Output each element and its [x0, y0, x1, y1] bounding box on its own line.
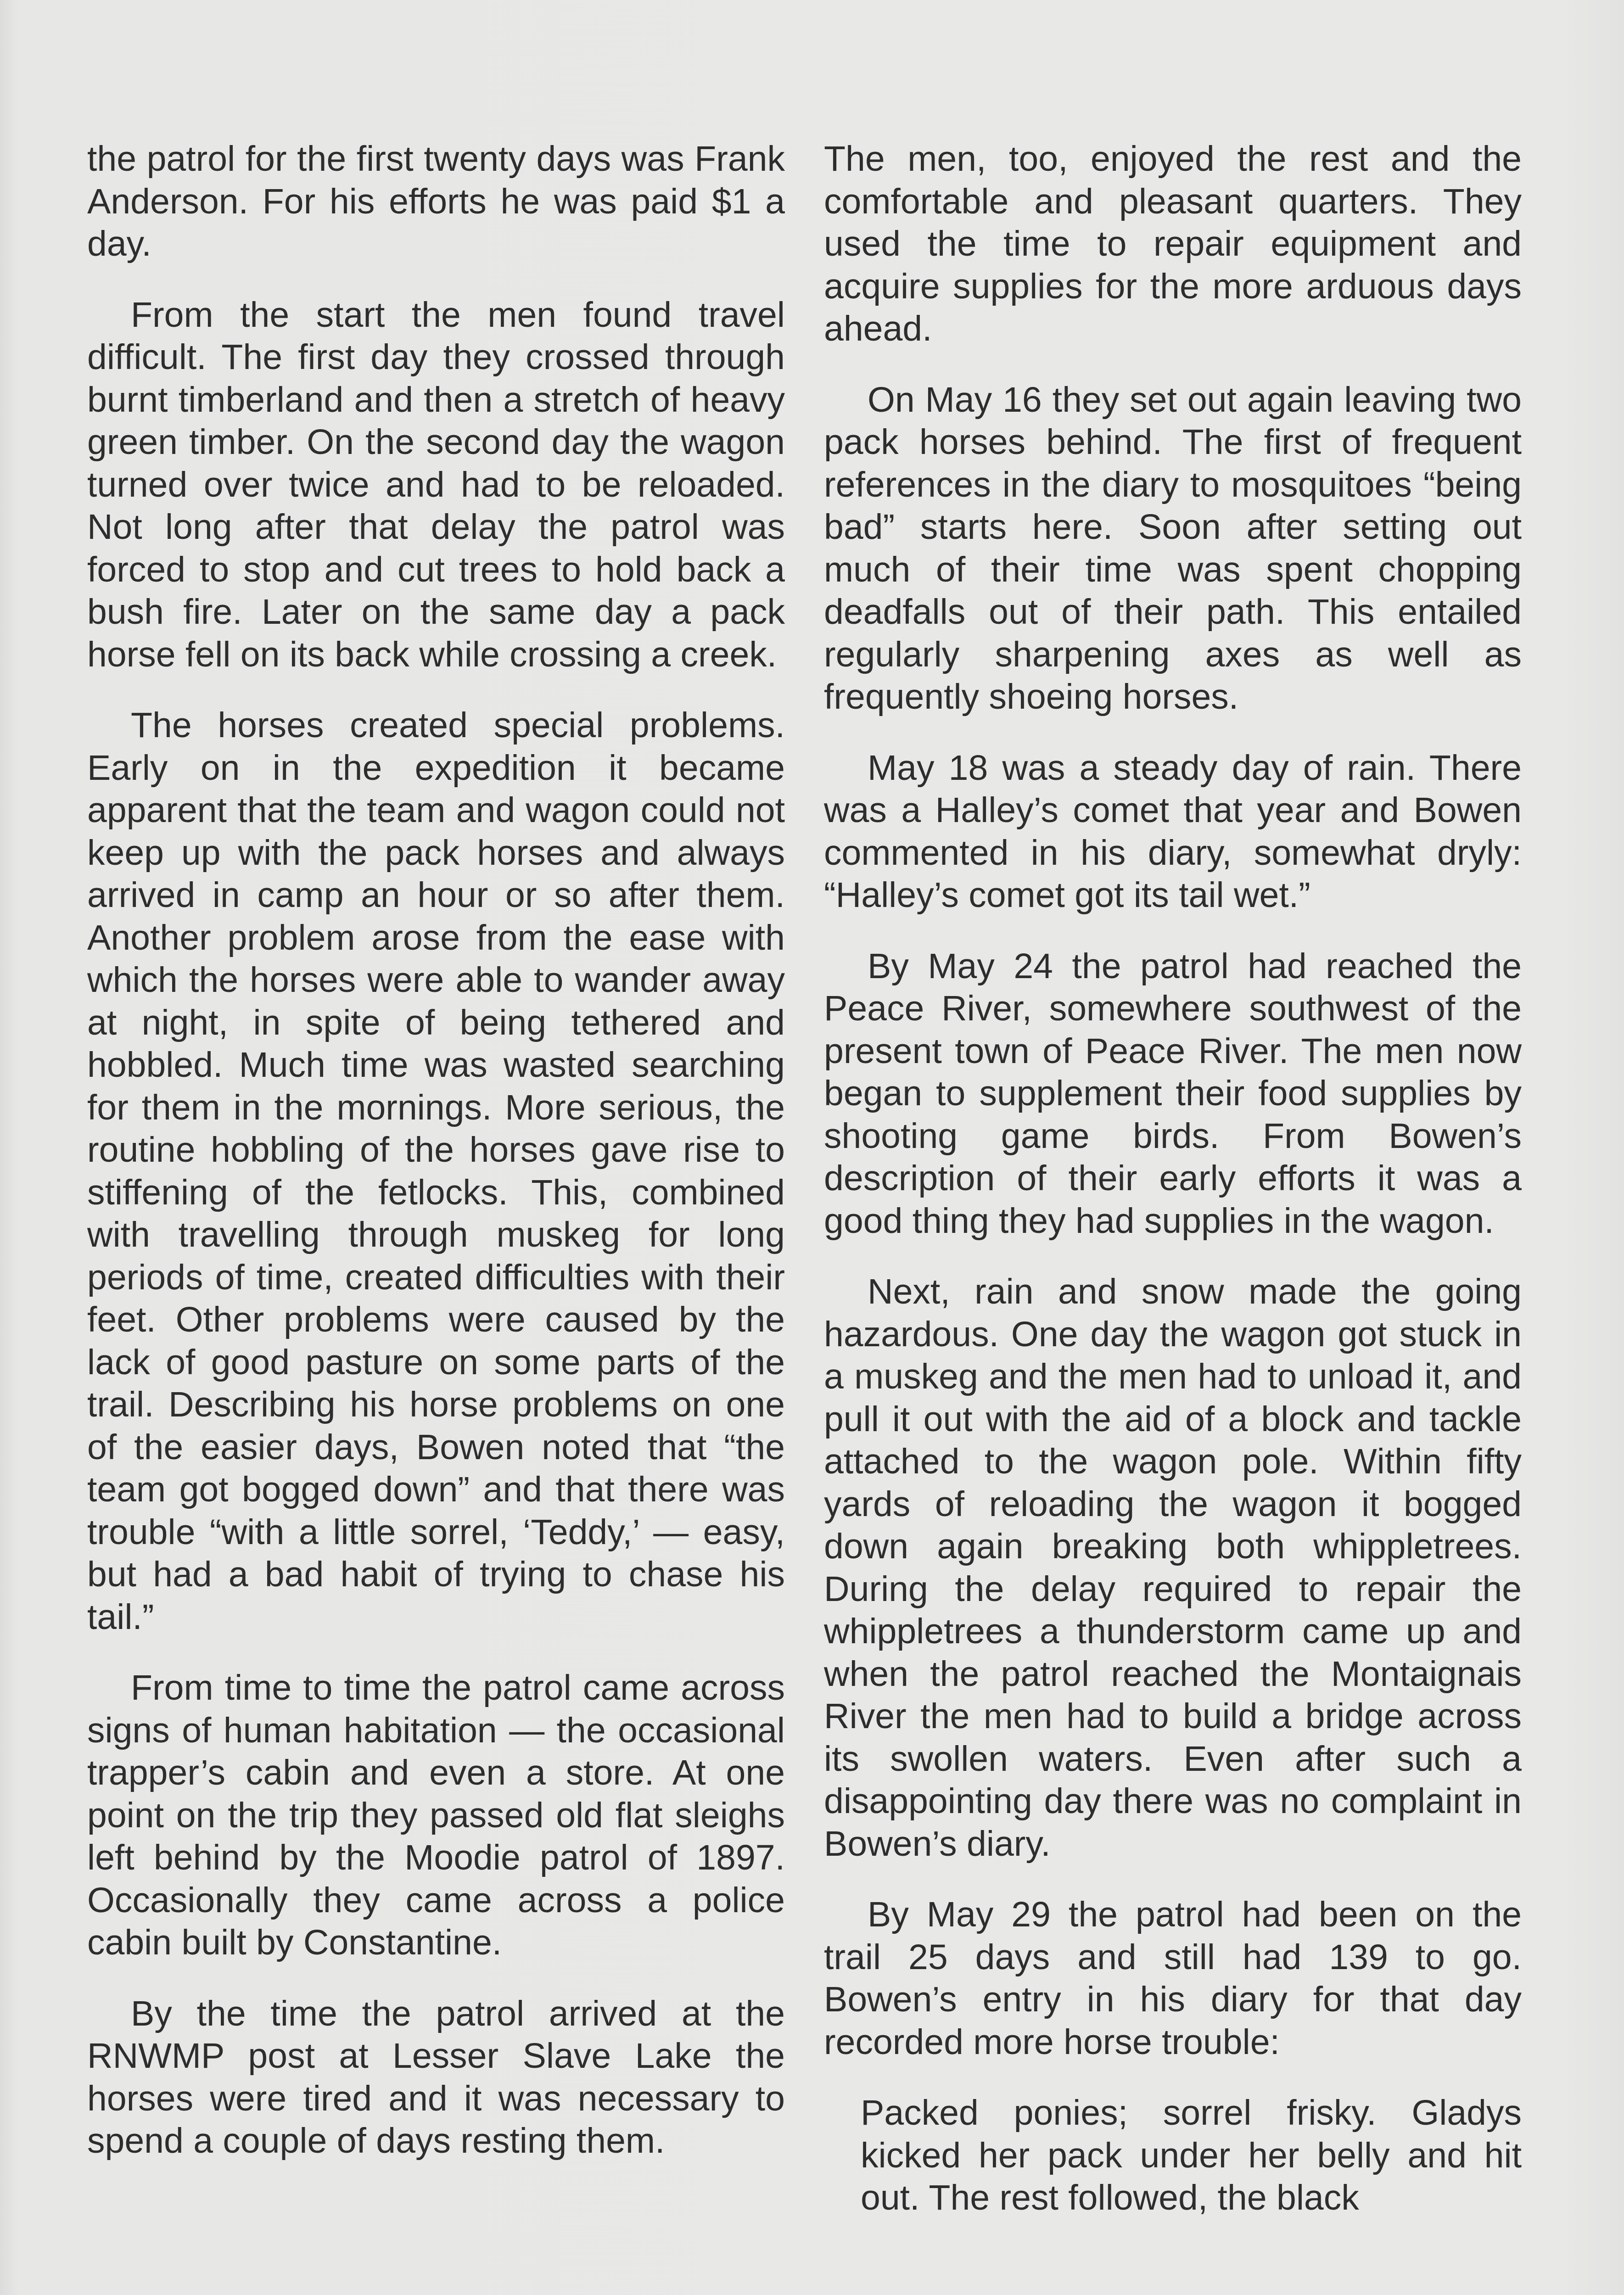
left-column — [87, 138, 785, 2191]
right-column — [824, 138, 1522, 2219]
paragraph: May 18 was a steady day of rain. There was a Halley’s comet that year and Bowen commented in his diary, somewhat dryly: “Halley’s comet got its tail wet.” — [824, 748, 1522, 915]
paragraph: From the start the men found travel difficult. The first day they crossed through burnt timberland and then a stretch of heavy green timber. On the second day the wagon turned over twice and had to be reloaded. Not long after that delay the patrol was forced to stop and cut trees to hold back a bush fire. Later on the same day a pack horse fell on its back while crossing a creek. — [87, 295, 785, 674]
paragraph: the patrol for the first twenty days was Frank Anderson. For his efforts he was paid $1 a day. — [87, 139, 785, 263]
paragraph: From time to time the patrol came across signs of human habitation — the occasional trapper’s cabin and even a store. At one point on the trip they passed old flat sleighs left behind by the Moodie patrol of 1897. Occasionally they came across a police cabin built by Constantine. — [87, 1668, 785, 1962]
paragraph: The horses created special problems. Early on in the expedition it became apparent that the team and wagon could not keep up with the pack horses and always arrived in camp an hour or so after them. Another problem arose from the ease with which the horses were able to wander away at night, in spite of being tethered and hobbled. Much time was wasted searching for them in the mornings. More serious, the routine hobbling of the horses gave rise to stiffening of the fetlocks. This, combined with travelling through muskeg for long periods of time, created difficulties with their feet. Other problems were caused by the lack of good pasture on some parts of the trail. Describing his horse problems on one of the easier days, Bowen noted that “the team got bogged down” and that there was trouble “with a little sorrel, ‘Teddy,’ — easy, but had a bad habit of trying to chase his tail.” — [87, 705, 785, 1637]
paragraph: By May 24 the patrol had reached the Peace River, somewhere southwest of the present town of Peace River. The men now began to supplement their food supplies by shooting game birds. From Bowen’s description of their early efforts it was a good thing they had supplies in the wagon. — [824, 946, 1522, 1241]
paragraph: On May 16 they set out again leaving two pack horses behind. The first of frequent references in the diary to mosquitoes “being bad” starts here. Soon after setting out much of their time was spent chopping deadfalls out of their path. This entailed regularly sharpening axes as well as frequently shoeing horses. — [824, 380, 1522, 716]
diary-quote: Packed ponies; sorrel frisky. Gladys kicked her pack under her belly and hit out. The rest followed, the black — [861, 2093, 1522, 2217]
paragraph: By the time the patrol arrived at the RNWMP post at Lesser Slave Lake the horses were tired and it was necessary to spend a couple of days resting them. — [87, 1993, 785, 2161]
paragraph: Next, rain and snow made the going hazardous. One day the wagon got stuck in a muskeg and the men had to unload it, and pull it out with the aid of a block and tackle attached to the wagon pole. Within fifty yards of reloading the wagon it bogged down again breaking both whippletrees. During the delay required to repair the whippletrees a thunderstorm came up and when the patrol reached the Montaignais River the men had to build a bridge across its swollen waters. Even after such a disappointing day there was no complaint in Bowen’s diary. — [824, 1272, 1522, 1864]
paragraph: By May 29 the patrol had been on the trail 25 days and still had 139 to go. Bowen’s entry in his diary for that day recorded more horse trouble: — [824, 1895, 1522, 2062]
paragraph: The men, too, enjoyed the rest and the comfortable and pleasant quarters. They used the time to repair equipment and acquire supplies for the more arduous days ahead. — [824, 139, 1522, 348]
